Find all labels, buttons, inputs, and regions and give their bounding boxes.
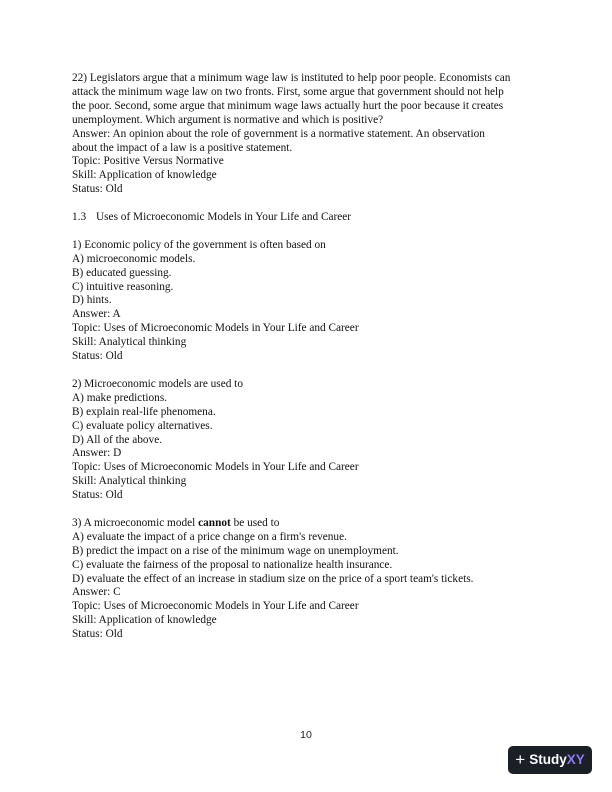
option-b: B) explain real-life phenomena.	[72, 405, 216, 418]
studyxy-badge[interactable]	[508, 746, 592, 774]
option-b: B) predict the impact on a rise of the minimum wage on unemployment.	[72, 544, 399, 557]
skill-line: Skill: Application of knowledge	[72, 614, 217, 627]
question-stem: 1) Economic policy of the government is often based on	[72, 238, 326, 251]
status-line: Status: Old	[72, 489, 123, 502]
answer-line: Answer: D	[72, 447, 122, 460]
option-c: C) intuitive reasoning.	[72, 280, 174, 293]
question-3	[72, 517, 544, 642]
option-a: A) microeconomic models.	[72, 252, 196, 265]
status-line: Status: Old	[72, 350, 123, 363]
topic-line: Topic: Uses of Microeconomic Models in Your Life and Career	[72, 322, 359, 335]
skill-line: Skill: Analytical thinking	[72, 336, 187, 349]
question-stem-line: unemployment. Which argument is normative and which is positive?	[72, 113, 384, 126]
option-a: A) make predictions.	[72, 391, 168, 404]
answer-line: Answer: C	[72, 586, 121, 599]
status-line: Status: Old	[72, 628, 123, 641]
question-1	[72, 239, 544, 364]
spacer	[72, 364, 544, 378]
brand-name	[529, 753, 585, 767]
option-c: C) evaluate the fairness of the proposal to nationalize health insurance.	[72, 558, 393, 571]
spacer	[72, 197, 544, 211]
page-number: 10	[300, 729, 312, 741]
question-stem	[72, 517, 544, 531]
brand-main: Study	[529, 752, 567, 768]
section-number: 1.3	[72, 211, 87, 224]
question-stem-line: 22) Legislators argue that a minimum wage law is instituted to help poor people. Economists can	[72, 72, 511, 84]
answer-line: Answer: A	[72, 308, 121, 321]
question-stem-line: attack the minimum wage law on two fronts. First, some argue that government should not help	[72, 85, 504, 98]
topic-line: Topic: Uses of Microeconomic Models in Your Life and Career	[72, 461, 359, 474]
question-stem-line: the poor. Second, some argue that minimum wage laws actually hurt the poor because it creates	[72, 99, 504, 112]
option-d: D) evaluate the effect of an increase in stadium size on the price of a sport team's tickets.	[72, 572, 474, 585]
question-stem: 2) Microeconomic models are used to	[72, 377, 243, 390]
brand-accent: XY	[566, 752, 585, 768]
topic-line: Topic: Positive Versus Normative	[72, 155, 224, 168]
option-d: D) All of the above.	[72, 433, 163, 446]
question-2	[72, 378, 544, 503]
section-heading	[72, 211, 544, 225]
answer-line: Answer: An opinion about the role of government is a normative statement. An observation	[72, 127, 485, 140]
option-a: A) evaluate the impact of a price change on a firm's revenue.	[72, 530, 347, 543]
question-22	[72, 72, 544, 197]
skill-line: Skill: Analytical thinking	[72, 475, 187, 488]
option-b: B) educated guessing.	[72, 266, 172, 279]
plus-icon: +	[515, 749, 526, 769]
topic-line: Topic: Uses of Microeconomic Models in Your Life and Career	[72, 600, 359, 613]
option-d: D) hints.	[72, 294, 112, 307]
section-title: Uses of Microeconomic Models in Your Life and Career	[96, 211, 352, 224]
question-stem-start: 3) A microeconomic model	[72, 516, 199, 529]
option-c: C) evaluate policy alternatives.	[72, 419, 213, 432]
emphasis-cannot: cannot	[198, 516, 231, 529]
question-stem-end: be used to	[230, 516, 280, 529]
spacer	[72, 503, 544, 517]
document-body	[72, 72, 544, 642]
status-line: Status: Old	[72, 183, 123, 196]
spacer	[72, 225, 544, 239]
answer-line: about the impact of a law is a positive statement.	[72, 141, 293, 154]
skill-line: Skill: Application of knowledge	[72, 169, 217, 182]
